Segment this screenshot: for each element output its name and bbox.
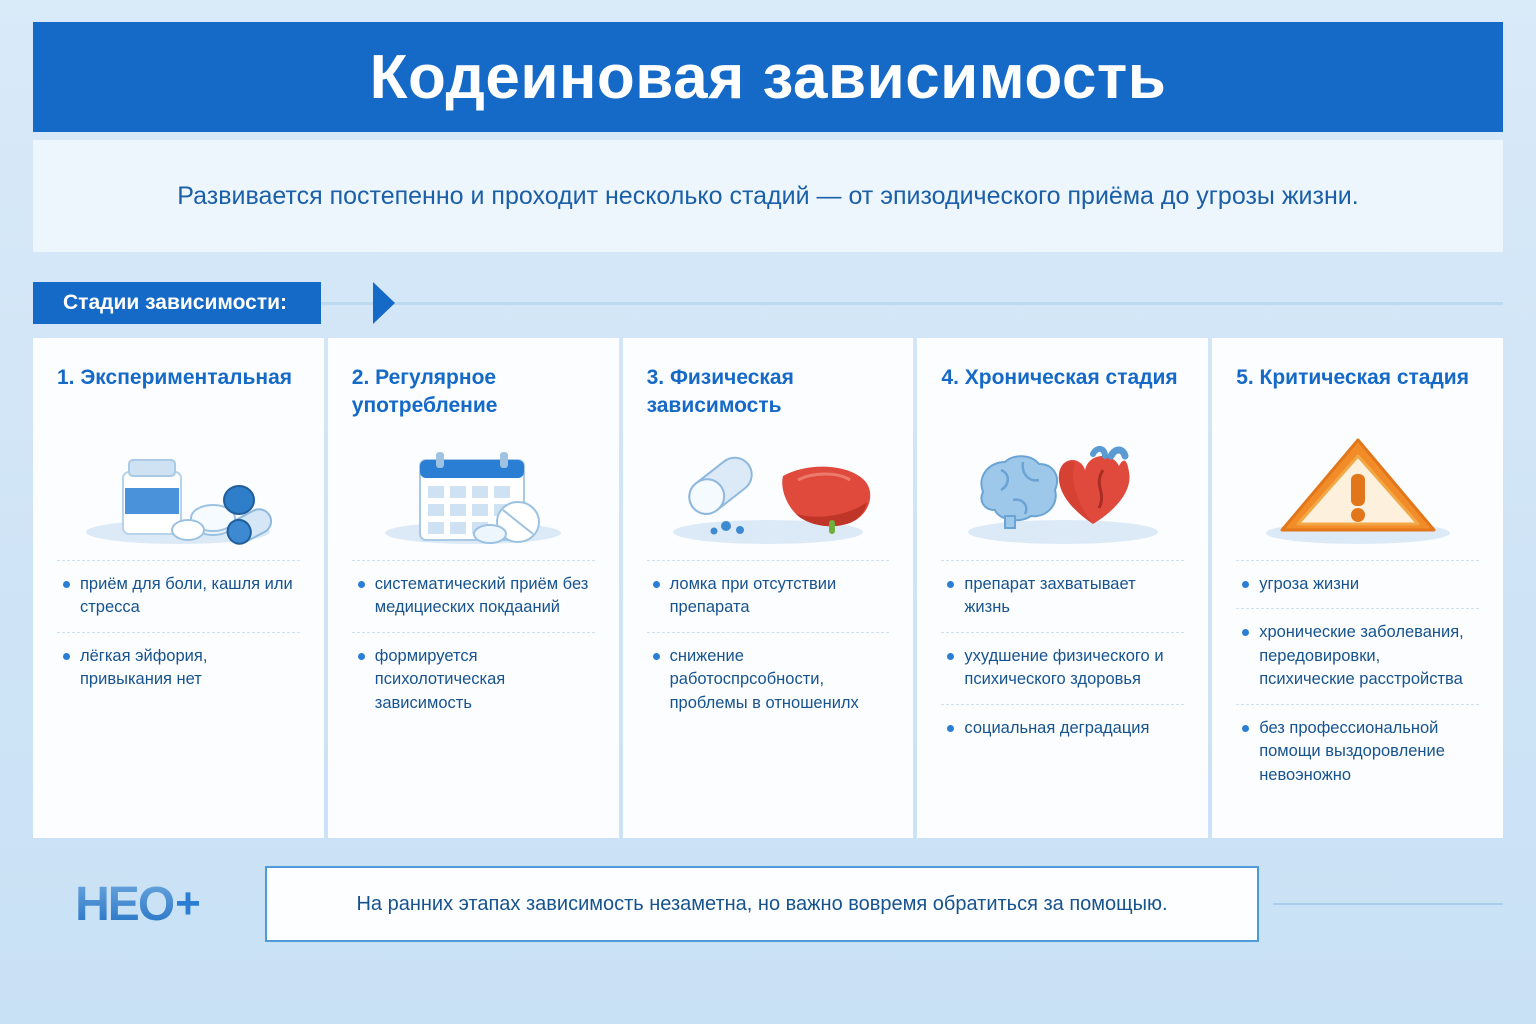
header-bar [33, 22, 1503, 132]
bullet-dot [1242, 581, 1249, 588]
bullet-dot [653, 581, 660, 588]
list-item [57, 560, 300, 632]
bullet-dot [358, 581, 365, 588]
list-item [352, 632, 595, 727]
stage-card-2-title: 2. Регулярное употребление [351, 366, 498, 417]
bullet-text: лёгкая эйфория, привыкания нет [80, 646, 208, 689]
footer-note [265, 866, 1259, 942]
bullet-text: препарат захватывает жизнь [964, 575, 1136, 617]
footer [33, 856, 1503, 952]
stage-card-5 [1212, 338, 1503, 838]
bullet-dot [653, 653, 660, 660]
bullet-text: угроза жизни [1259, 575, 1360, 593]
bullet-dot [947, 725, 954, 732]
stage-card-4 [917, 338, 1208, 838]
bullet-dot [1242, 725, 1249, 732]
stage-card-4-title: 4. Хроническая стадия [941, 366, 1178, 389]
bullet-text: социальная деградация [964, 718, 1150, 737]
bullet-text: формируется психолотическая зависимость [374, 646, 506, 712]
page-title: Кодеиновая зависимость [369, 42, 1167, 112]
stage-card-3-bullets [647, 560, 890, 727]
stage-card-1 [33, 338, 324, 838]
list-item [1236, 608, 1479, 703]
stage-card-list [33, 338, 1503, 838]
stage-card-3 [623, 338, 914, 838]
bullet-text: хронические заболевания, передовировки, психические расстройства [1259, 623, 1464, 689]
stage-card-1-bullets [57, 560, 300, 704]
list-item [941, 632, 1184, 704]
list-item [1236, 704, 1479, 799]
list-item [57, 632, 300, 704]
footer-note-text: На ранних этапах зависимость незаметна, но важно вовремя обратиться за помощыю. [356, 892, 1168, 915]
stage-card-3-title: 3. Физическая зависимость [646, 366, 794, 417]
bullet-text: систематический приём без медициеских покдааний [374, 575, 589, 617]
list-item [1236, 560, 1479, 608]
bullet-text: ломка при отсутствии препарата [669, 575, 837, 617]
stage-card-2-bullets [352, 560, 595, 727]
list-item [352, 560, 595, 632]
stage-card-1-title: 1. Экспериментальная [57, 366, 293, 389]
bullet-dot [947, 653, 954, 660]
section-tag-label: Стадии зависимости: [33, 282, 321, 324]
list-item [941, 560, 1184, 632]
bullet-dot [947, 581, 954, 588]
subtitle-band [33, 140, 1503, 252]
list-item [647, 632, 890, 727]
brand-logo [33, 877, 243, 932]
footer-divider [1273, 903, 1503, 905]
stage-card-5-bullets [1236, 560, 1479, 799]
section-header [33, 282, 1503, 324]
bullet-dot [63, 653, 70, 660]
pill-bottle-icon [57, 426, 300, 554]
subtitle-text: Развивается постепенно и проходит несколько стадий — от эпизодического приёма до угрозы жизни. [177, 181, 1359, 210]
plus-icon: + [175, 879, 201, 928]
bullet-text: приём для боли, кашля или стресса [80, 575, 293, 617]
list-item [941, 704, 1184, 752]
bullet-dot [1242, 629, 1249, 636]
list-item [647, 560, 890, 632]
bullet-dot [63, 581, 70, 588]
stage-card-5-title: 5. Критическая стадия [1236, 366, 1469, 389]
capsule-liver-icon [647, 426, 890, 554]
brain-heart-icon [941, 426, 1184, 554]
bullet-text: ухудшение физического и психического здоровья [964, 646, 1164, 689]
stage-card-4-bullets [941, 560, 1184, 752]
stage-card-2 [328, 338, 619, 838]
bullet-dot [358, 653, 365, 660]
bullet-text: без профессиональной помощи выздоровление невоэножно [1259, 718, 1445, 784]
warning-triangle-icon [1236, 426, 1479, 554]
bullet-text: снижение работоспрсобности, проблемы в отношенилх [669, 646, 859, 712]
calendar-pills-icon [352, 426, 595, 554]
section-tag-arrow [373, 282, 395, 324]
brand-logo-text: HEO [75, 877, 174, 931]
